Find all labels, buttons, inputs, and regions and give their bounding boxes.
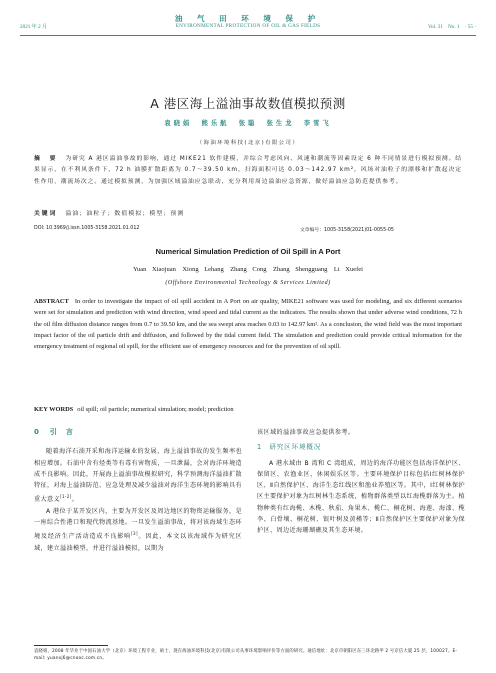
- title-en: Numerical Simulation Prediction of Oil Spill in A Port: [155, 247, 341, 256]
- keywords-cn-text: 溢油；油粒子；数值模拟；模型；预测: [65, 211, 185, 217]
- article-affiliation: （海油环境科技(北京)有限公司）: [196, 140, 300, 146]
- citation: [3]: [131, 531, 138, 537]
- keywords-cn-label: 关键词: [34, 211, 58, 217]
- paragraph: [34, 506, 242, 554]
- abstract-cn: [34, 154, 462, 188]
- section-heading-intro: [34, 427, 242, 438]
- keywords-en-text: oil spill; oil particle; numerical simulation; model; prediction: [77, 406, 234, 413]
- section-number: 0: [34, 428, 40, 436]
- section-heading-study-area: 1 研究区环境概况: [257, 443, 322, 452]
- footnote-rule: [34, 645, 108, 646]
- article-number: 文章编号：1005-3158(2021)01-0055-05: [300, 228, 394, 233]
- journal-title-cn: 油 气 田 环 境 保 护: [174, 14, 322, 23]
- doi: DOI: 10.3969/j.issn.1005-3158.2021.01.012: [34, 226, 140, 231]
- paragraph-text: 。因此，本文以该海域作为研究区域，建立溢油模型，并进行溢油模拟，以期为: [34, 533, 242, 552]
- paragraph: A 港水域由 B 湾和 C 湾组成，周边的海洋功能区包括海洋保护区、保留区、农渔业区、休闲娱乐区等。主要环境保护目标包括Ⅰ红树林保护区、Ⅱ自然保护区、海洋生态红线区和渔业养殖区等。其中，Ⅰ红树林保护区主要保护对象为红树林生态系统，植物群落类型以红海榄群落为主。植物种类有红海榄、木榄、秋茄、角果木、榄仁、桐花树、海莲、海漆、榄李、白骨壤、桐花树、银叶树及黄槿等；Ⅱ自然保护区主要保护对象为保护区、周边近海珊瑚礁及其生态环境。: [257, 459, 465, 535]
- keywords-cn: [34, 209, 462, 220]
- article-title: A 港区海上溢油事故数值模拟预测: [150, 96, 346, 111]
- paragraph-text: 。: [71, 496, 79, 504]
- paragraph-text: A 港位于某开发区内，主要为开发区及周边地区的物资运输服务，是一座综合性港口和现代物流基地。一旦发生溢油事故，将对该海域生态环境及经济生产活动造成不良影响: [34, 507, 242, 541]
- affiliation-en: (Offshore Environmental Technology & Services Limited): [165, 280, 331, 286]
- column-right: [257, 427, 465, 537]
- author-footnote: 袁晓娟，2008 年毕业于中国石油大学（北京）环境工程专业，硕士，现在海油环境科技(北京)有限公司从事环境影响评价等方面的研究。通信地址：北京市朝阳区东三环北路甲 2 号京信大厦 25 层，100027。E-mail: yuanxj6@cnooc.com.cn。: [34, 649, 458, 662]
- column-left: [34, 427, 242, 554]
- citation: [1-2]: [59, 494, 72, 500]
- running-head-row: [20, 23, 476, 33]
- authors-en: Yuan Xiaojuan Xiong Lehang Zhang Cong Zhang Shengguang Li Xuefei: [133, 266, 363, 273]
- header-rule: [20, 35, 476, 36]
- issue-date: 2021 年 2 月: [20, 24, 48, 30]
- abstract-en-text: In order to investigate the impact of oil spill accident in A Port on air quality, MIKE21 software was used for modeling, and six different scenarios were set for simulation and prediction with wind direction, wind speed and tidal current as the indicators. The results shown that under adverse wind conditions, 72 h the oil film diffusion distance ranges from 0.7 to 39.50 km, and the sea swept area reaches 0.03 to 142.97 km². As a conclusion, the wind field was the most important impact factor of the oil particle drift and diffusion, and followed by the tidal current field. The simulation and prediction could provide critical information for the emergency treatment of regional oil spill, for the efficient use of emergency resources and for the prevention of oil spill.: [34, 298, 462, 351]
- abstract-cn-label: 摘 要: [34, 156, 58, 162]
- paragraph-text: 随着海洋石油开采和海洋运输业的发展，海上溢油事故的发生频率也相应增加。石油中含有烃类等有毒有害物质，一旦泄漏，会对海洋环境造成不良影响。因此，开展海上溢油事故模拟研究，科学预测海洋溢油扩散特征，对海上溢油防范、应急处理及减少溢油对海洋生态环境的影响具有重大意义: [34, 448, 242, 504]
- journal-title-en: ENVIRONMENTAL PROTECTION OF OIL & GAS FIELDS: [175, 23, 321, 29]
- keywords-en: [34, 404, 462, 415]
- volume-page: Vol. 31 No. 1 · 55 ·: [427, 24, 476, 30]
- abstract-en: [34, 296, 462, 352]
- abstract-en-label: ABSTRACT: [34, 298, 69, 305]
- abstract-cn-text: 为研究 A 港区溢油事故的影响，通过 MIKE21 软件建模，并综合考虑风向、风速和潮流等因素设定 6 种不同情景进行模拟预测。结果显示，在不利风条件下，72 h 油膜扩散距离为 0.7～39.50 km，扫海面积可达 0.03～142.97 km²，风场对油粒子的漂移和扩散起决定性作用，潮流场次之。通过模拟预测，为加强区域溢油应急联动，充分利用周边溢油应急资源，做好溢油应急防范提供参考。: [34, 156, 462, 185]
- paragraph: 该区域的溢油事故应急提供参考。: [257, 429, 355, 436]
- keywords-en-label: KEY WORDS: [34, 406, 74, 413]
- article-authors: 袁晓娟 熊乐航 张聪 张生龙 李雪飞: [164, 120, 332, 127]
- section-title: 引 言: [49, 428, 74, 436]
- paragraph: [34, 446, 242, 506]
